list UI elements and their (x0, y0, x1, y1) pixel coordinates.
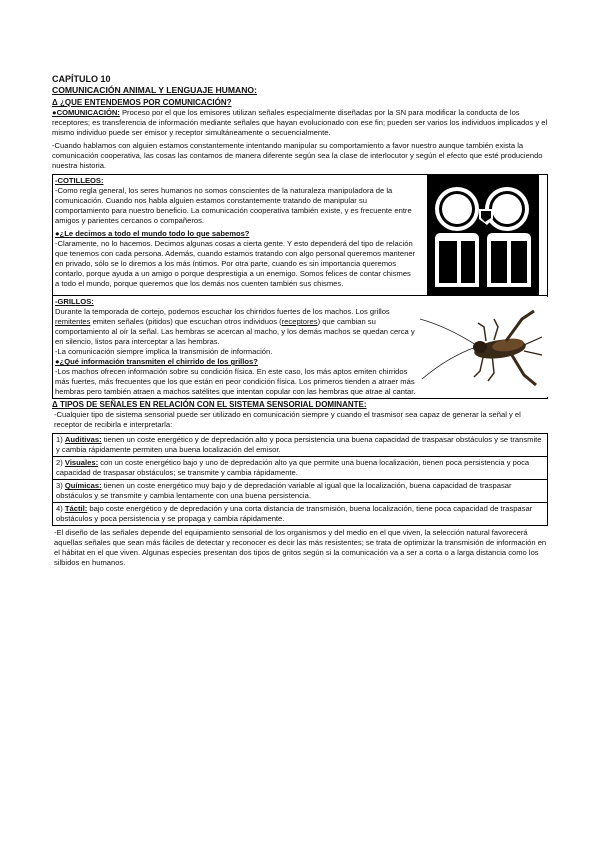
type-description: bajo coste energético y de depredación y una corta distancia de transmisión, buena localización, tiene poca capacidad de traspasar obstáculos y poca persistencia y se propaga y cambia rápidamente. (56, 504, 533, 523)
cotilleos-question: ●¿Le decimos a todo el mundo todo lo que sabemos? (55, 229, 250, 238)
section1-paragraph: -Cuando hablamos con alguien estamos constantemente intentando manipular su comportamiento a favor nuestro aunque también exista la comunicación cooperativa, las cosas las contamos de manera diferente según sea la clase de interlocutor y según el efecto que esté produciendo nuestra historia. (52, 141, 543, 170)
section2-outro: -El diseño de las señales depende del equipamiento sensorial de los organismos y del medio en el que viven, la selección natural favorecerá aquellas señales que sean más fáciles de detectar y reconocer es decir las más resistentes; se trata de optimizar la transmisión de información en el hábitat en el que viven. Algunas especies presentan dos tipos de gritos según si la comunicación va a ser a corta o a larga distancia como los silbidos en humanos. (54, 528, 547, 567)
grillos-text-b: emiten señales (pitidos) que escuchan otros individuos ( (90, 317, 282, 326)
chapter-label: CAPÍTULO 10 (52, 74, 111, 84)
type-term: Visuales: (64, 458, 99, 467)
type-description: con un coste energético bajo y uno de depredación alto ya que permite una buena localización, tienen poca persistencia y poca capacidad de traspasar obstáculos; se transmite y cambia rápidamente. (56, 458, 530, 477)
grillos-text-c: ) que cambian su comportamiento al oír la señal. Las hembras se acercan al macho, y los demás machos se quedan cerca y en silencio, listos para interceptar a las hembras. (55, 317, 415, 346)
grillos-paragraph-3: -Los machos ofrecen información sobre su condición física. En este caso, los más aptos emiten chirridos más fuertes, más frecuentes que los que están en peor condición física. Los primeros tienden a atraer más hembras pero también atraen a machos satélites que intentan copular con las hembras que atrae al cantar. (55, 367, 416, 396)
definition-text: Proceso por el que los emisores utilizan señales especialmente diseñadas por la SN para modificar la conducta de los receptores; es transferencia de información mediante señales que hayan evolucionado con ese fin; pueden ser varios los individuos implicados y el mismo individuo puede ser emisor y receptor simultáneamente o secuencialmente. (52, 108, 548, 137)
cricket-photo-icon (418, 296, 548, 398)
signal-types-table (52, 433, 548, 526)
type-description: tienen un coste energético y de depredación alto y poca persistencia una buena capacidad de traspasar obstáculos y se transmite y cambia rápidamente permiten una buena localización del emisor. (56, 435, 542, 454)
grillos-paragraph-1 (55, 307, 416, 347)
cotilleos-heading: -COTILLEOS: (55, 176, 104, 185)
section2-intro: -Cualquier tipo de sistema sensorial puede ser utilizado en comunicación siempre y cuando el trasmisor sea capaz de generar la señal y el receptor de recibirla e interpretarla: (54, 410, 521, 429)
grillos-heading: -GRILLOS: (55, 297, 94, 306)
gossip-pictogram-icon (418, 175, 547, 295)
cotilleos-box (52, 174, 548, 296)
definition-term: ●COMUNICACIÓN: (52, 108, 120, 117)
signal-type-row (53, 503, 547, 525)
cotilleos-paragraph-2: -Claramente, no lo hacemos. Decimos algunas cosas a cierta gente. Y esto dependerá del tipo de relación que tenemos con cada persona. Además, cuando estamos tratando con algo personal queremos mantener en privado, sólo se lo diremos a los más íntimos. Por otra parte, cuando es sin importancia queremos contarlo, porque ayuda a un amigo o porque desprestigia a un enemigo. Somos felices de contar chismes a todo el mundo, porque queremos que los demás nos cuenten también sus chismes. (55, 239, 416, 288)
signal-type-row (53, 457, 547, 480)
type-term: Auditivas: (64, 435, 102, 444)
section2-heading: Δ TIPOS DE SEÑALES EN RELACIÓN CON EL SISTEMA SENSORIAL DOMINANTE: (52, 400, 367, 409)
communication-definition (52, 108, 548, 138)
grillos-paragraph-2: -La comunicación siempre implica la transmisión de información. (55, 347, 273, 356)
cotilleos-paragraph-1: -Como regla general, los seres humanos no somos conscientes de la naturaleza manipuladora de la comunicación. Cuando nos habla alguien estamos constantemente tratando de manipular su comportamiento para nuestro beneficio. La comunicación cooperativa también existe, y es frecuente entre amigos y parientes cercanos o compañeros. (55, 186, 412, 225)
type-number: 1) (56, 435, 63, 444)
signal-type-row (53, 480, 547, 503)
type-term: Químicas: (64, 481, 102, 490)
type-number: 3) (56, 481, 63, 490)
document-page (52, 74, 548, 571)
grillos-term-receptores: receptores (281, 317, 318, 326)
grillos-term-remitentes: remitentes (55, 317, 91, 326)
type-number: 2) (56, 458, 63, 467)
section1-heading: Δ ¿QUE ENTENDEMOS POR COMUNICACIÓN? (52, 98, 232, 107)
signal-type-row (53, 434, 547, 457)
type-number: 4) (56, 504, 63, 513)
grillos-box (52, 296, 548, 399)
type-term: Táctil: (64, 504, 88, 513)
chapter-title: COMUNICACIÓN ANIMAL Y LENGUAJE HUMANO: (52, 85, 257, 95)
grillos-question: ●¿Qué información transmiten el chirrido de los grillos? (55, 357, 258, 366)
grillos-text-a: Durante la temporada de cortejo, podemos escuchar los chirridos fuertes de los machos. Los grillos (55, 307, 390, 316)
type-description: tienen un coste energético muy bajo y de depredación variable al igual que la localización, buena capacidad de traspasar obstáculos y se transmite y cambia lentamente con una buena persistencia. (56, 481, 512, 500)
